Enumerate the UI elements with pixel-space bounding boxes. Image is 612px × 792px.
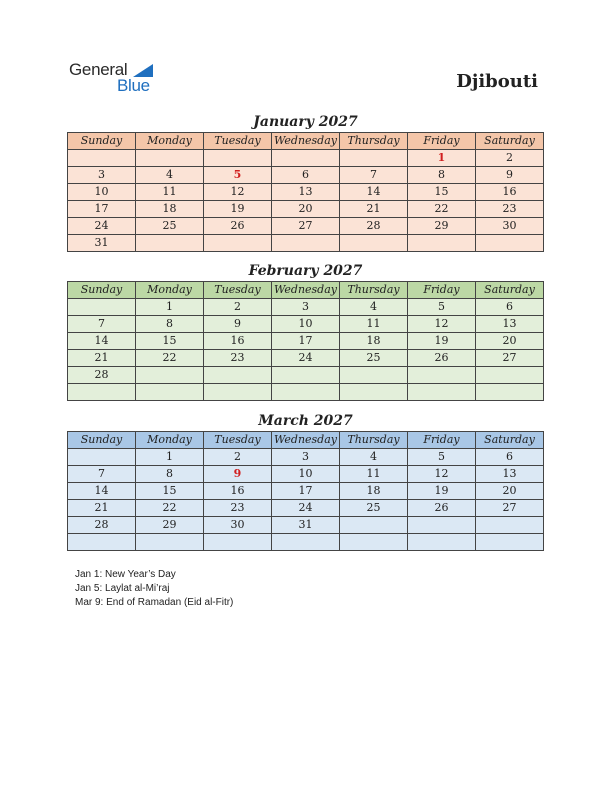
empty-day-cell <box>408 517 476 534</box>
weekday-header: Saturday <box>476 133 544 150</box>
day-cell: 10 <box>272 316 340 333</box>
day-cell: 13 <box>476 316 544 333</box>
empty-day-cell <box>408 235 476 252</box>
week-row <box>68 235 544 252</box>
day-cell: 26 <box>408 500 476 517</box>
generalblue-logo <box>69 60 169 96</box>
day-cell: 23 <box>476 201 544 218</box>
month-title: March 2027 <box>258 413 353 429</box>
week-row <box>68 466 544 483</box>
day-cell: 5 <box>408 449 476 466</box>
day-cell: 17 <box>68 201 136 218</box>
day-cell: 9 <box>476 167 544 184</box>
day-cell: 11 <box>136 184 204 201</box>
weekday-header: Friday <box>408 133 476 150</box>
day-cell: 3 <box>272 299 340 316</box>
day-cell: 7 <box>340 167 408 184</box>
day-cell: 17 <box>272 333 340 350</box>
empty-day-cell <box>68 449 136 466</box>
day-cell: 19 <box>408 483 476 500</box>
day-cell: 30 <box>476 218 544 235</box>
empty-day-cell <box>408 534 476 551</box>
day-cell: 8 <box>136 316 204 333</box>
day-cell: 21 <box>68 500 136 517</box>
day-cell: 19 <box>204 201 272 218</box>
day-cell: 25 <box>136 218 204 235</box>
week-row <box>68 384 544 401</box>
day-cell: 20 <box>476 483 544 500</box>
weekday-header: Monday <box>136 432 204 449</box>
week-row <box>68 517 544 534</box>
week-row <box>68 350 544 367</box>
empty-day-cell <box>340 150 408 167</box>
day-cell: 1 <box>136 449 204 466</box>
empty-day-cell <box>272 534 340 551</box>
weekday-header: Wednesday <box>272 282 340 299</box>
empty-day-cell <box>136 534 204 551</box>
day-cell: 21 <box>340 201 408 218</box>
weekday-header: Monday <box>136 133 204 150</box>
day-cell: 15 <box>408 184 476 201</box>
day-cell: 11 <box>340 316 408 333</box>
calendar-grid <box>67 281 544 401</box>
weekday-header: Monday <box>136 282 204 299</box>
weekday-header: Sunday <box>68 282 136 299</box>
day-cell: 19 <box>408 333 476 350</box>
day-cell: 6 <box>476 299 544 316</box>
day-cell: 7 <box>68 316 136 333</box>
day-cell: 10 <box>68 184 136 201</box>
week-row <box>68 483 544 500</box>
empty-day-cell <box>204 150 272 167</box>
week-row <box>68 367 544 384</box>
empty-day-cell <box>408 384 476 401</box>
day-cell: 8 <box>408 167 476 184</box>
month-march <box>67 411 544 551</box>
empty-day-cell <box>272 235 340 252</box>
day-cell: 18 <box>340 483 408 500</box>
day-cell: 13 <box>272 184 340 201</box>
day-cell: 3 <box>68 167 136 184</box>
empty-day-cell <box>68 299 136 316</box>
day-cell: 26 <box>204 218 272 235</box>
day-cell: 6 <box>272 167 340 184</box>
week-row <box>68 449 544 466</box>
month-title: January 2027 <box>253 114 358 130</box>
day-cell: 17 <box>272 483 340 500</box>
empty-day-cell <box>136 235 204 252</box>
day-cell: 25 <box>340 350 408 367</box>
day-cell: 20 <box>272 201 340 218</box>
weekday-header: Friday <box>408 432 476 449</box>
holiday-list <box>75 568 233 610</box>
day-cell: 28 <box>68 517 136 534</box>
empty-day-cell <box>68 534 136 551</box>
empty-day-cell <box>272 367 340 384</box>
week-row <box>68 500 544 517</box>
empty-day-cell <box>136 367 204 384</box>
empty-day-cell <box>476 534 544 551</box>
empty-day-cell <box>476 384 544 401</box>
day-cell: 27 <box>272 218 340 235</box>
day-cell: 22 <box>408 201 476 218</box>
logo-text-blue: Blue <box>117 76 150 95</box>
day-cell: 10 <box>272 466 340 483</box>
holiday-item: Jan 1: New Year’s Day <box>75 569 176 580</box>
day-cell: 7 <box>68 466 136 483</box>
empty-day-cell <box>340 517 408 534</box>
day-cell: 23 <box>204 350 272 367</box>
day-cell: 1 <box>408 150 476 167</box>
weekday-header: Saturday <box>476 282 544 299</box>
day-cell: 27 <box>476 350 544 367</box>
day-cell: 23 <box>204 500 272 517</box>
day-cell: 4 <box>340 449 408 466</box>
weekday-header: Tuesday <box>204 282 272 299</box>
empty-day-cell <box>136 384 204 401</box>
week-row <box>68 299 544 316</box>
day-cell: 24 <box>272 500 340 517</box>
day-cell: 26 <box>408 350 476 367</box>
empty-day-cell <box>340 235 408 252</box>
week-row <box>68 201 544 218</box>
day-cell: 16 <box>204 333 272 350</box>
day-cell: 5 <box>204 167 272 184</box>
day-cell: 30 <box>204 517 272 534</box>
day-cell: 4 <box>136 167 204 184</box>
weekday-header: Wednesday <box>272 432 340 449</box>
week-row <box>68 316 544 333</box>
empty-day-cell <box>68 150 136 167</box>
day-cell: 31 <box>68 235 136 252</box>
weekday-header: Tuesday <box>204 432 272 449</box>
day-cell: 16 <box>476 184 544 201</box>
day-cell: 12 <box>204 184 272 201</box>
month-february <box>67 261 544 401</box>
holiday-item: Mar 9: End of Ramadan (Eid al-Fitr) <box>75 597 234 608</box>
day-cell: 24 <box>272 350 340 367</box>
day-cell: 18 <box>340 333 408 350</box>
day-cell: 12 <box>408 466 476 483</box>
weekday-header: Sunday <box>68 432 136 449</box>
day-cell: 21 <box>68 350 136 367</box>
day-cell: 14 <box>340 184 408 201</box>
day-cell: 2 <box>204 449 272 466</box>
week-row <box>68 333 544 350</box>
holiday-item: Jan 5: Laylat al-Mi’raj <box>75 583 170 594</box>
empty-day-cell <box>204 384 272 401</box>
day-cell: 18 <box>136 201 204 218</box>
day-cell: 3 <box>272 449 340 466</box>
weekday-header: Sunday <box>68 133 136 150</box>
weekday-header: Wednesday <box>272 133 340 150</box>
day-cell: 22 <box>136 500 204 517</box>
day-cell: 15 <box>136 483 204 500</box>
weekday-header-row <box>68 282 544 299</box>
day-cell: 29 <box>408 218 476 235</box>
empty-day-cell <box>340 367 408 384</box>
day-cell: 1 <box>136 299 204 316</box>
day-cell: 6 <box>476 449 544 466</box>
day-cell: 14 <box>68 333 136 350</box>
day-cell: 9 <box>204 466 272 483</box>
weekday-header: Friday <box>408 282 476 299</box>
week-row <box>68 184 544 201</box>
weekday-header: Thursday <box>340 133 408 150</box>
empty-day-cell <box>476 235 544 252</box>
empty-day-cell <box>68 384 136 401</box>
weekday-header: Thursday <box>340 282 408 299</box>
day-cell: 28 <box>340 218 408 235</box>
day-cell: 9 <box>204 316 272 333</box>
empty-day-cell <box>204 367 272 384</box>
day-cell: 8 <box>136 466 204 483</box>
weekday-header: Tuesday <box>204 133 272 150</box>
empty-day-cell <box>340 384 408 401</box>
empty-day-cell <box>476 367 544 384</box>
day-cell: 2 <box>204 299 272 316</box>
month-january <box>67 112 544 252</box>
empty-day-cell <box>476 517 544 534</box>
day-cell: 31 <box>272 517 340 534</box>
weekday-header: Thursday <box>340 432 408 449</box>
day-cell: 12 <box>408 316 476 333</box>
empty-day-cell <box>136 150 204 167</box>
day-cell: 28 <box>68 367 136 384</box>
day-cell: 24 <box>68 218 136 235</box>
day-cell: 27 <box>476 500 544 517</box>
day-cell: 5 <box>408 299 476 316</box>
country-title: Djibouti <box>456 71 538 92</box>
day-cell: 14 <box>68 483 136 500</box>
day-cell: 13 <box>476 466 544 483</box>
day-cell: 2 <box>476 150 544 167</box>
empty-day-cell <box>204 235 272 252</box>
weekday-header-row <box>68 432 544 449</box>
day-cell: 4 <box>340 299 408 316</box>
empty-day-cell <box>204 534 272 551</box>
day-cell: 15 <box>136 333 204 350</box>
logo-text-general: General <box>69 60 128 79</box>
week-row <box>68 218 544 235</box>
week-row <box>68 167 544 184</box>
empty-day-cell <box>272 150 340 167</box>
day-cell: 25 <box>340 500 408 517</box>
day-cell: 29 <box>136 517 204 534</box>
week-row <box>68 534 544 551</box>
month-title: February 2027 <box>248 263 363 279</box>
calendar-grid <box>67 431 544 551</box>
empty-day-cell <box>272 384 340 401</box>
calendar-grid <box>67 132 544 252</box>
weekday-header-row <box>68 133 544 150</box>
empty-day-cell <box>340 534 408 551</box>
empty-day-cell <box>408 367 476 384</box>
day-cell: 11 <box>340 466 408 483</box>
day-cell: 20 <box>476 333 544 350</box>
week-row <box>68 150 544 167</box>
day-cell: 16 <box>204 483 272 500</box>
day-cell: 22 <box>136 350 204 367</box>
weekday-header: Saturday <box>476 432 544 449</box>
